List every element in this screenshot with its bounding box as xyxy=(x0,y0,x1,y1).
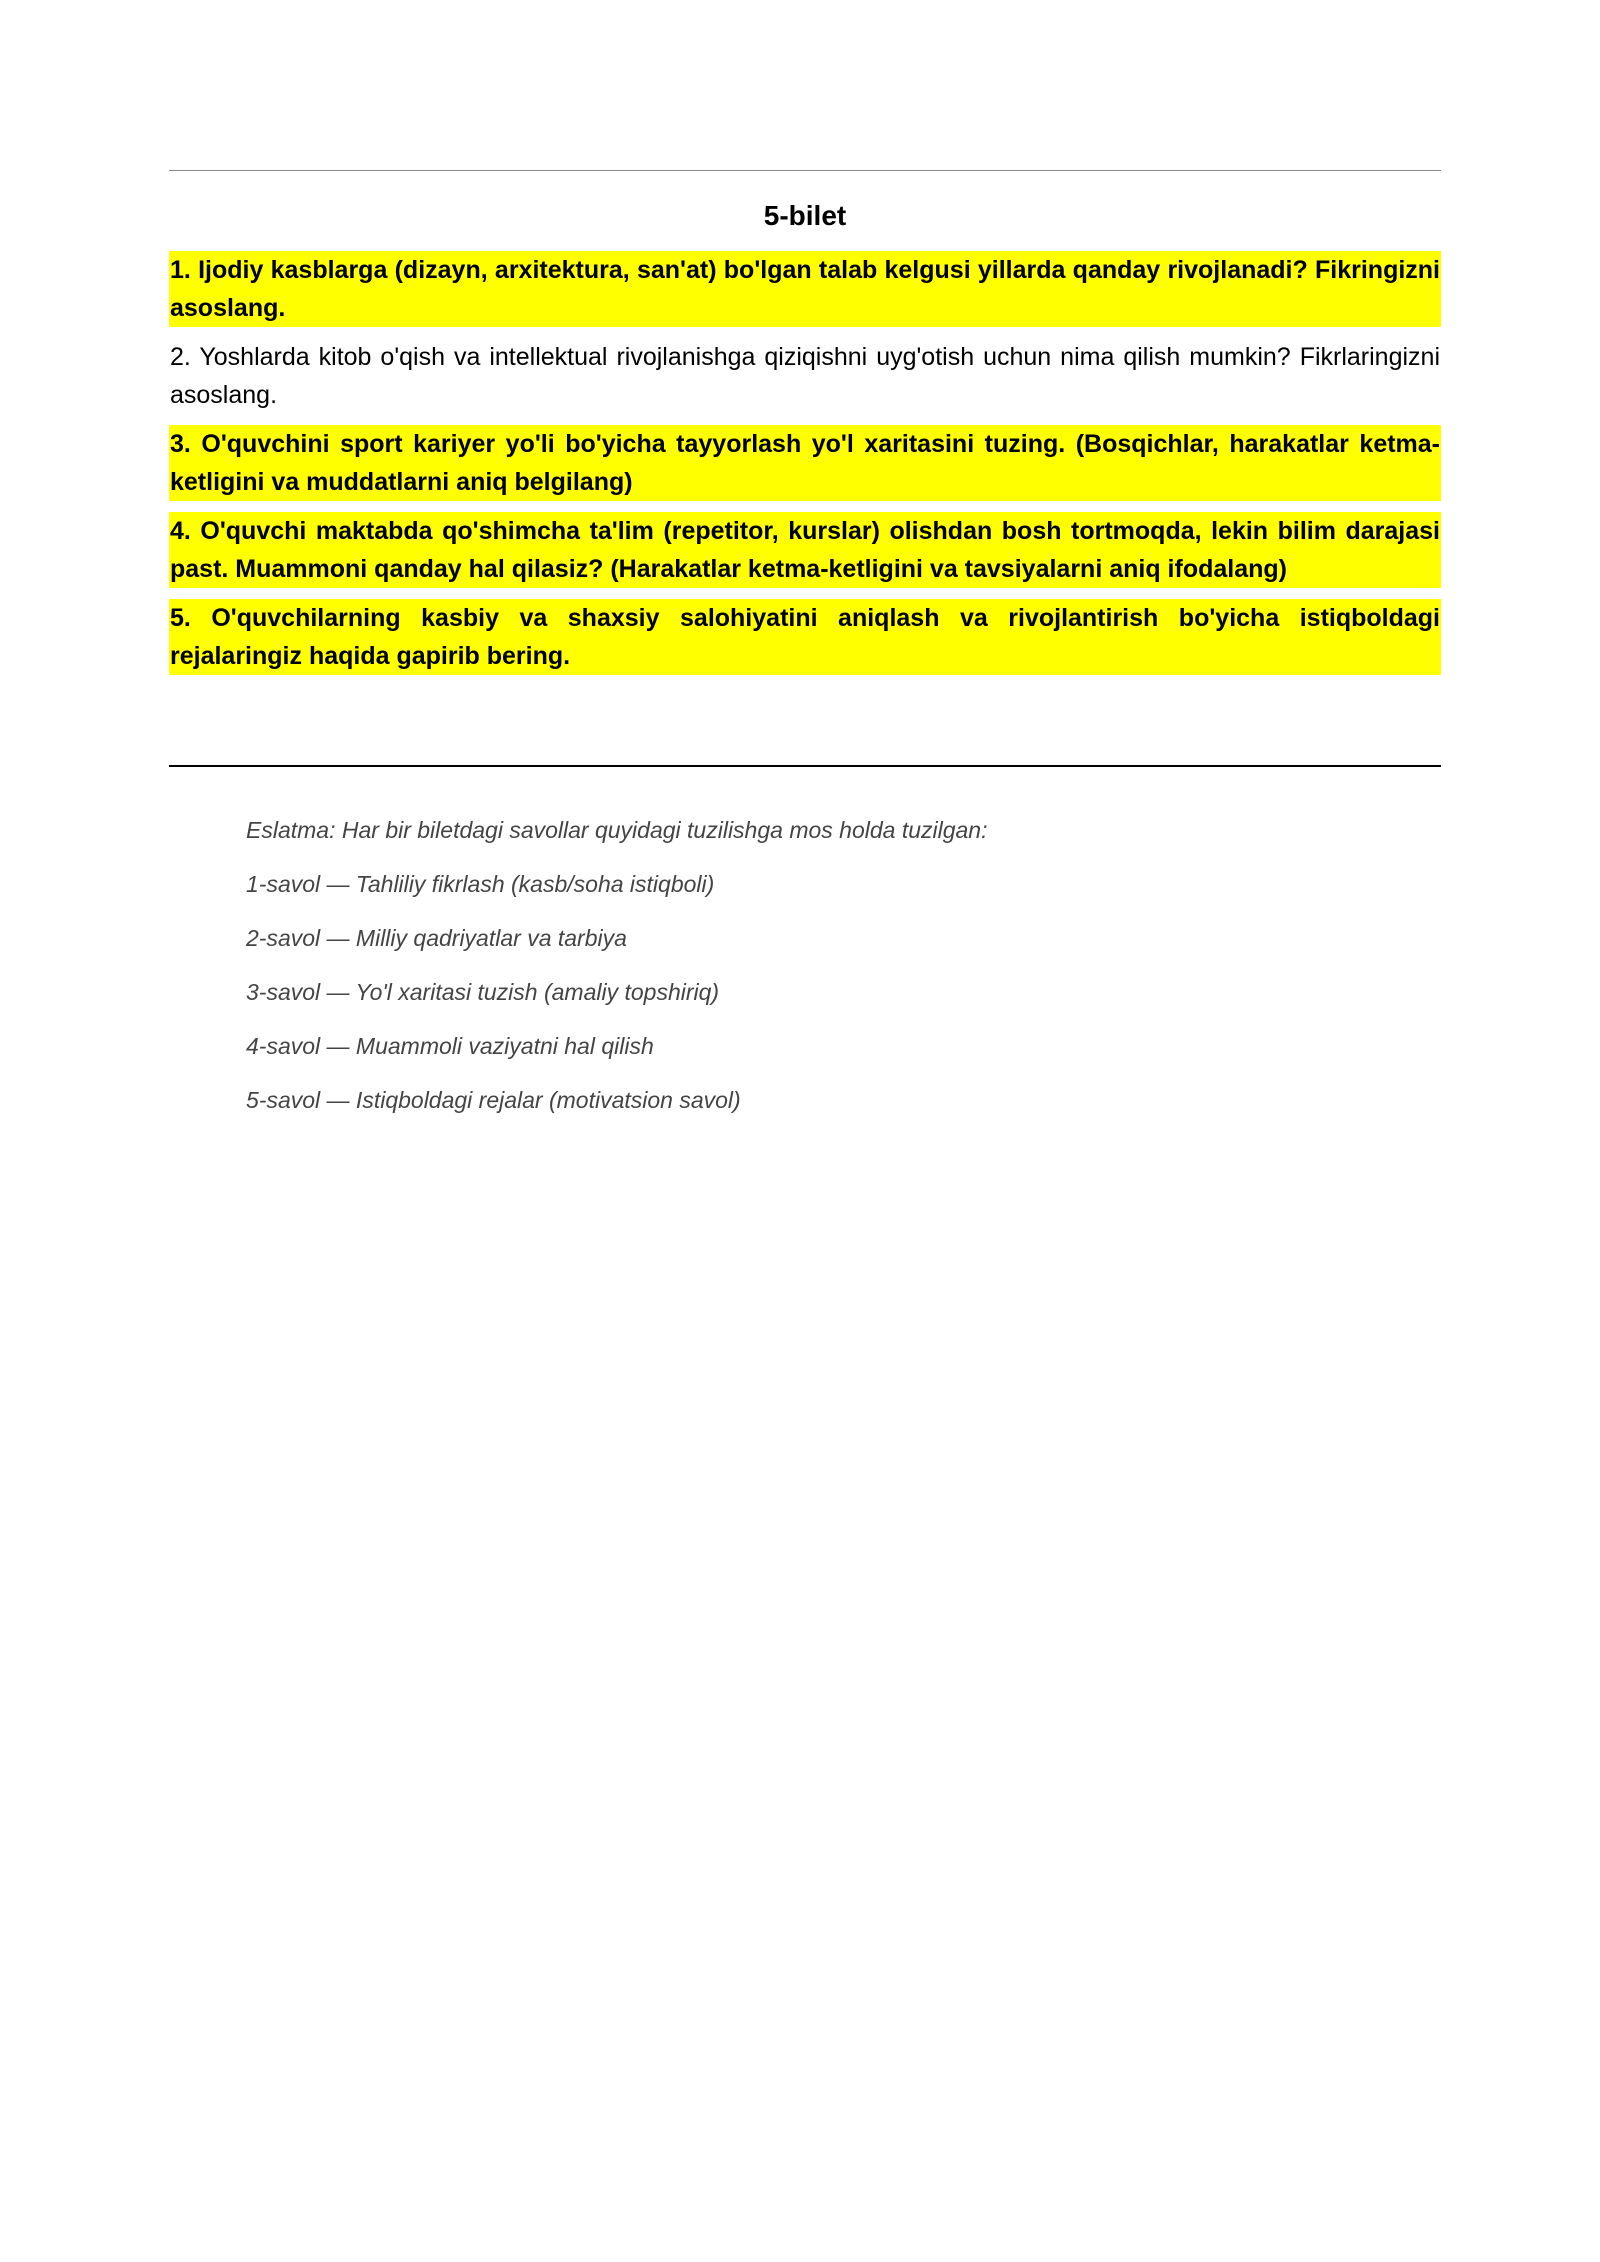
note-line-2: 2-savol — Milliy qadriyatlar va tarbiya xyxy=(246,925,627,951)
note-line-5: 5-savol — Istiqboldagi rejalar (motivatsion savol) xyxy=(246,1087,741,1113)
note-line-1: 1-savol — Tahliliy fikrlash (kasb/soha istiqboli) xyxy=(246,871,715,897)
bottom-divider xyxy=(169,765,1441,767)
note-line-4: 4-savol — Muammoli vaziyatni hal qilish xyxy=(246,1033,654,1059)
ticket-title: 5-bilet xyxy=(763,200,847,231)
note-line-3: 3-savol — Yo'l xaritasi tuzish (amaliy topshiriq) xyxy=(246,979,720,1005)
question-3: 3. O'quvchini sport kariyer yo'li bo'yicha tayyorlash yo'l xaritasini tuzing. (Bosqichlar, harakatlar ketma-ketligini va muddatlarni aniq belgilang) xyxy=(169,425,1441,501)
question-4: 4. O'quvchi maktabda qo'shimcha ta'lim (repetitor, kurslar) olishdan bosh tortmoqda, lekin bilim darajasi past. Muammoni qanday hal qilasiz? (Harakatlar ketma-ketligini va tavsiyalarni aniq ifodalang) xyxy=(169,512,1441,588)
question-list xyxy=(169,251,1441,686)
top-divider xyxy=(169,170,1441,171)
question-5: 5. O'quvchilarning kasbiy va shaxsiy salohiyatini aniqlash va rivojlantirish bo'yicha istiqboldagi rejalaringiz haqida gapirib bering. xyxy=(169,599,1441,675)
note-block xyxy=(246,814,1346,1138)
question-2: 2. Yoshlarda kitob o'qish va intellektual rivojlanishga qiziqishni uyg'otish uchun nima qilish mumkin? Fikrlaringizni asoslang. xyxy=(170,343,1440,409)
question-1: 1. Ijodiy kasblarga (dizayn, arxitektura, san'at) bo'lgan talab kelgusi yillarda qanday rivojlanadi? Fikringizni asoslang. xyxy=(169,251,1441,327)
note-intro: Eslatma: Har bir biletdagi savollar quyidagi tuzilishga mos holda tuzilgan: xyxy=(246,817,988,843)
